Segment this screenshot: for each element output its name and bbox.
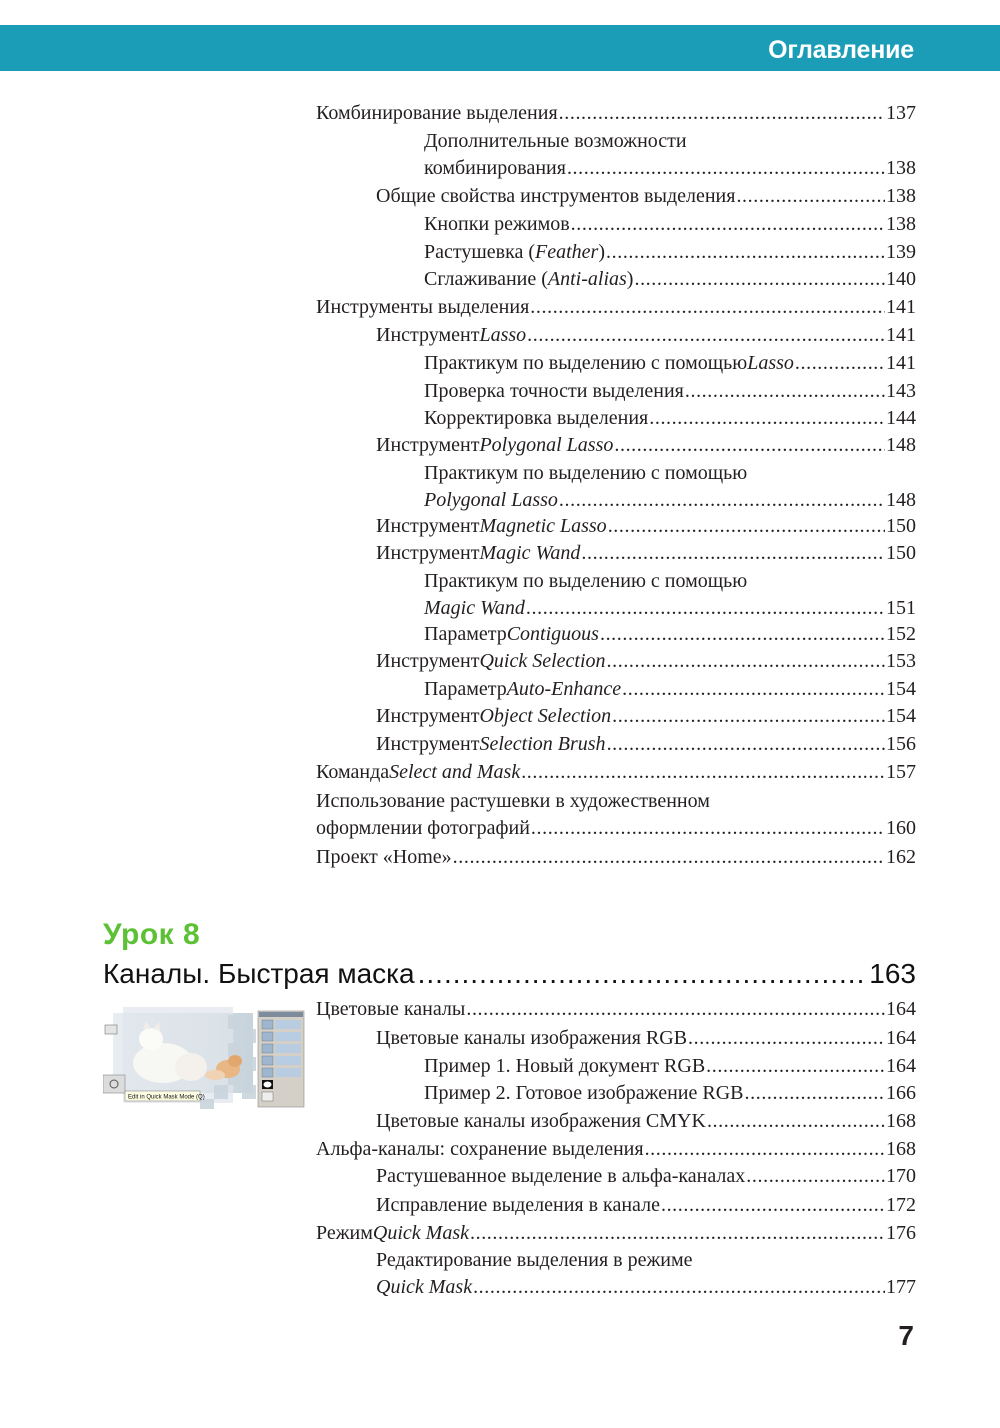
toc-entry-title: Инструмент [376,733,480,755]
header-bar [0,25,1000,71]
toc-entry[interactable] [376,540,916,567]
toc-entry[interactable] [424,676,916,703]
toc-entry-title: Проверка точности выделения [424,380,684,402]
toc-entry[interactable] [424,568,916,622]
toc-entry[interactable] [424,128,916,182]
dot-leader [622,676,885,703]
toc-entry[interactable] [376,513,916,540]
toc-entry-title: Пример 1. Новый документ RGB [424,1055,706,1077]
toc-entry[interactable] [424,1080,916,1107]
lesson-title: Каналы. Быстрая маска [103,958,415,989]
toc-page-number: 154 [886,678,916,700]
toc-entry[interactable] [376,731,916,758]
toc-entry-title: Проект «Home» [316,846,452,868]
toc-entry-title: Polygonal Lasso [424,489,558,511]
dot-leader [606,239,885,266]
toc-entry[interactable] [424,405,916,432]
dot-leader [614,432,885,459]
toc-page-number: 150 [886,542,916,564]
lesson-number: Урок 8 [103,918,201,951]
toc-entry-title: ) [626,268,634,290]
lesson-title-entry[interactable] [103,958,916,994]
page-number: 7 [898,1320,914,1351]
toc-page-number: 144 [886,407,916,429]
toc-page-number: 164 [886,1055,916,1077]
toc-entry[interactable] [376,1025,916,1052]
toc-entry-title: Feather [535,241,599,263]
toc-entry[interactable] [316,100,916,127]
toc-entry-title: Цветовые каналы изображения RGB [376,1027,688,1049]
toc-entry-title: Lasso [747,352,794,374]
toc-entry-title: Инструмент [376,324,480,346]
dot-leader [470,1220,885,1247]
toc-page-number: 156 [886,733,916,755]
toc-page-number: 148 [886,489,916,511]
toc-page-number: 152 [886,623,916,645]
toc-entry-title-line: Практикум по выделению с помощью [424,462,748,484]
dot-leader [685,378,885,405]
toc-entry[interactable] [424,378,916,405]
toc-entry-title: Anti-alias [547,268,627,290]
toc-page-number: 141 [886,296,916,318]
toc-entry-title: Object Selection [479,705,612,727]
dot-leader [559,487,885,514]
toc-entry-title: Цветовые каналы изображения CMYK [376,1110,706,1132]
toc-page-number: 170 [886,1165,916,1187]
toc-entry-title: Magic Wand [479,542,581,564]
toc-entry[interactable] [376,1247,916,1301]
toc-entry[interactable] [316,788,916,842]
toc-entry[interactable] [376,1192,916,1219]
dot-leader [795,350,885,377]
dot-leader [745,1080,885,1107]
toc-entry[interactable] [316,1220,916,1247]
quick-mask-illustration [103,1005,310,1113]
toc-page-number: 154 [886,705,916,727]
dot-leader [649,405,885,432]
dot-leader [567,155,885,182]
running-header-title: Оглавление [768,36,914,64]
toc-entry[interactable] [424,350,916,377]
dot-leader [559,100,885,127]
dot-leader [661,1192,885,1219]
toc-page-number: 164 [886,998,916,1020]
toc-entry-title: Команда [316,761,390,783]
toc-entry-title: Параметр [424,678,507,700]
toc-entry[interactable] [376,1163,916,1190]
toc-page-number: 138 [886,185,916,207]
toc-entry[interactable] [424,1053,916,1080]
dot-leader [530,294,885,321]
toc-page-number: 153 [886,650,916,672]
toc-page-number: 168 [886,1110,916,1132]
dot-leader [608,513,885,540]
toc-page-number: 166 [886,1082,916,1104]
toc-entry[interactable] [424,460,916,514]
dot-leader [707,1108,885,1135]
toc-page-number: 177 [886,1276,916,1298]
dot-leader [521,759,885,786]
dot-leader [706,1053,885,1080]
toc-entry-title-line: Практикум по выделению с помощью [424,570,748,592]
toc-entry-title: Цветовые каналы [316,998,466,1020]
toc-entry-title-line: Редактирование выделения в режиме [376,1249,693,1271]
toc-page-number: 168 [886,1138,916,1160]
toc-entry-title: Contiguous [506,623,599,645]
toc-entry[interactable] [376,322,916,349]
dot-leader [581,540,885,567]
dot-leader [736,183,885,210]
toc-entry-title: Инструмент [376,515,480,537]
toc-entry-title: Инструмент [376,542,480,564]
toc-page-number: 141 [886,352,916,374]
toc-entry[interactable] [424,266,916,293]
toc-entry-title: Растушевка ( [424,241,536,263]
toc-entry-title: Quick Mask [376,1276,473,1298]
toc-page-number: 138 [886,213,916,235]
dot-leader [531,815,885,842]
toc-entry-title: ) [598,241,606,263]
dot-leader [746,1163,885,1190]
toc-page-number: 150 [886,515,916,537]
toc-entry-title: Quick Mask [372,1222,469,1244]
toc-entry[interactable] [424,239,916,266]
toc-entry-title: Комбинирование выделения [316,102,558,124]
toc-entry-title-line: Использование растушевки в художественном [316,790,710,812]
toc-entry[interactable] [376,648,916,675]
toc-entry-title: Корректировка выделения [424,407,649,429]
toc-page-number: 148 [886,434,916,456]
toc-page-number: 141 [886,324,916,346]
toc-entry-title: Практикум по выделению с помощью [424,352,748,374]
toc-entry-title: Исправление выделения в канале [376,1194,660,1216]
dot-leader [473,1274,885,1301]
toc-page-number: 160 [886,817,916,839]
toc-page-number: 139 [886,241,916,263]
toc-page-number: 138 [886,157,916,179]
toc-entry[interactable] [376,432,916,459]
dot-leader [453,844,885,871]
toc-page-number: 176 [886,1222,916,1244]
toc-entry[interactable] [316,759,916,786]
toc-entry[interactable] [424,621,916,648]
toc-entry-title: Пример 2. Готовое изображение RGB [424,1082,744,1104]
dot-leader [607,731,885,758]
toc-page-number: 164 [886,1027,916,1049]
dot-leader [645,1136,885,1163]
toc-entry-title: Кнопки режимов [424,213,570,235]
toc-entry-title: Auto-Enhance [506,678,622,700]
dot-leader [571,211,885,238]
dot-leader [688,1025,885,1052]
toc-entry-title: Quick Selection [479,650,606,672]
toc-entry-title: Selection Brush [479,733,606,755]
toc-page-number: 137 [886,102,916,124]
toc-entry[interactable] [316,1136,916,1163]
toc-entry-title: комбинирования [424,157,566,179]
toc-entry[interactable] [376,703,916,730]
dot-leader [466,996,885,1023]
toc-entry-title: Режим [316,1222,373,1244]
toc-entry-title: Сглаживание ( [424,268,548,290]
dot-leader [612,703,885,730]
toc-entry-title: Magnetic Lasso [479,515,607,537]
dot-leader [526,595,885,622]
toc-entry[interactable] [424,211,916,238]
toc-entry-title: Select and Mask [389,761,521,783]
toc-entry-title-line: Дополнительные возможности [424,130,687,152]
toc-entry-title: Polygonal Lasso [479,434,614,456]
toc-entry-title: Растушеванное выделение в альфа-каналах [376,1165,746,1187]
toc-entry-title: оформлении фотографий [316,817,530,839]
toc-entry-title: Lasso [479,324,527,346]
toc-entry-title: Инструменты выделения [316,296,530,318]
toc-entry[interactable] [316,294,916,321]
toc-page-number: 143 [886,380,916,402]
toc-page-number: 151 [886,597,916,619]
toc-page-number: 162 [886,846,916,868]
toc-entry[interactable] [376,183,916,210]
toc-entry-title: Альфа-каналы: сохранение выделения [316,1138,644,1160]
toc-entry-title: Общие свойства инструментов выделения [376,185,736,207]
dot-leader [634,266,885,293]
toc-page-number: 157 [886,761,916,783]
toc-entry-title: Magic Wand [424,597,525,619]
toc-entry[interactable] [316,996,916,1023]
toc-page-number: 140 [886,268,916,290]
dot-leader [527,322,885,349]
toc-entry[interactable] [376,1108,916,1135]
lesson-page-number: 163 [869,958,916,989]
toc-entry-title: Параметр [424,623,507,645]
toc-entry[interactable] [316,844,916,871]
dot-leader [418,958,867,990]
dot-leader [607,648,885,675]
dot-leader [600,621,885,648]
tooltip-caption: Edit in Quick Mask Mode (Q) [128,1094,205,1101]
toc-entry-title: Инструмент [376,650,480,672]
toc-entry-title: Инструмент [376,434,480,456]
toc-page-number: 172 [886,1194,916,1216]
toc-entry-title: Инструмент [376,705,480,727]
